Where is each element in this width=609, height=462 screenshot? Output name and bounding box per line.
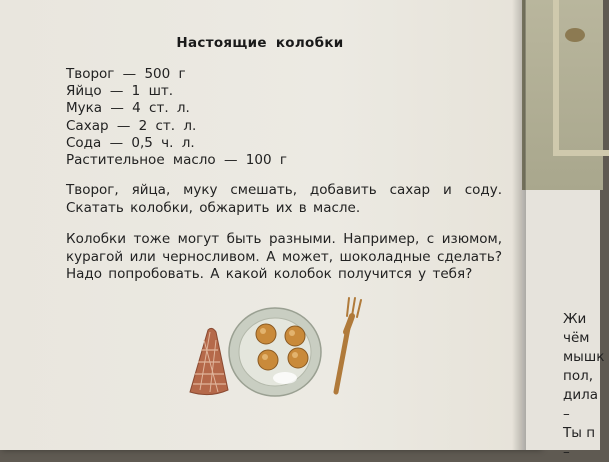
- plate-icon: [229, 308, 321, 396]
- next-page-line: Ты п: [563, 425, 596, 441]
- ingredient-item: Растительное масло — 100 г: [66, 152, 287, 169]
- window-illustration: [522, 0, 603, 190]
- ingredient-item: Творог — 500 г: [66, 66, 186, 82]
- next-page-text: [563, 310, 604, 462]
- next-page-line: –: [563, 444, 570, 460]
- ingredient-item: Сода — 0,5 ч. л.: [66, 134, 195, 151]
- book-spine: [512, 0, 526, 450]
- recipe-title: Настоящие колобки: [176, 35, 344, 51]
- ingredient-item: Сахар — 2 ст. л.: [66, 117, 197, 134]
- fork-icon: [336, 298, 361, 392]
- note-paragraph: Колобки тоже могут быть разными. Например, с изюмом, курагой или черносливом. А может, шоколадные сделать? Надо попробовать. А какой колобок получится у тебя?: [66, 231, 502, 282]
- window-knob: [565, 28, 585, 42]
- next-page-line: чём: [563, 330, 590, 346]
- window-frame: [553, 0, 609, 156]
- instructions-paragraph: Творог, яйца, муку смешать, добавить сахар и соду. Скатать колобки, обжарить их в масле.: [66, 182, 502, 216]
- ingredient-item: Мука — 4 ст. л.: [66, 100, 190, 117]
- next-page-line: –: [563, 406, 570, 422]
- next-page-line: пол,: [563, 368, 594, 384]
- next-page-line: Жи: [563, 311, 587, 327]
- next-page-line: мышк: [563, 349, 605, 365]
- ingredient-item: Яйцо — 1 шт.: [66, 83, 174, 100]
- plate-illustration: [180, 292, 380, 402]
- napkin-icon: [190, 328, 228, 394]
- next-page-line: дила: [563, 387, 599, 403]
- ingredient-list: [66, 66, 287, 169]
